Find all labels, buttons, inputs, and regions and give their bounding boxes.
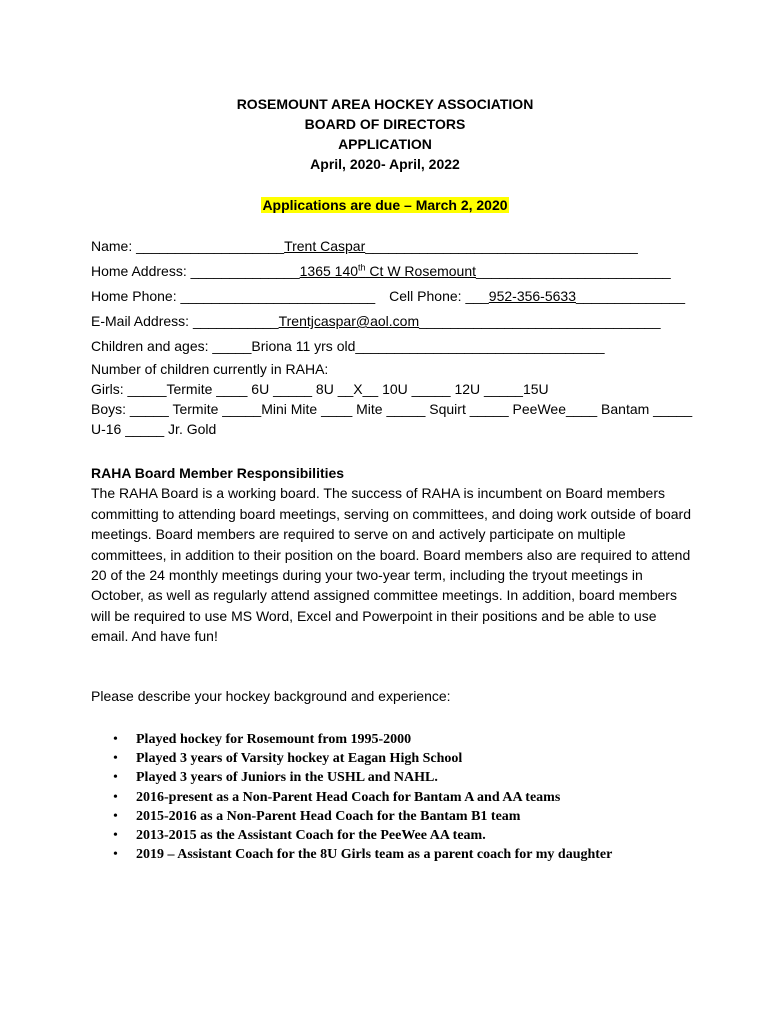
children-blank-pre: _____ [212, 338, 252, 354]
email-value: Trentjcaspar@aol.com [278, 313, 420, 329]
term-dates: April, 2020- April, 2022 [310, 156, 460, 172]
name-label: Name: [91, 238, 137, 254]
bullet-icon: • [113, 751, 118, 767]
cell-phone-blank-pre: ___ [465, 288, 489, 304]
address-value: 1365 140th Ct W Rosemount [299, 262, 477, 279]
list-item: • Played hockey for Rosemount from 1995-2000 [136, 730, 612, 749]
bullet-icon: • [113, 732, 118, 747]
list-item: • 2019 – Assistant Coach for the 8U Girls team as a parent coach for my daughter [136, 845, 612, 864]
cell-phone-blank-post: ______________ [575, 288, 685, 304]
raha-children-block [91, 359, 691, 439]
bullet-icon: • [113, 828, 118, 844]
list-item: • 2013-2015 as the Assistant Coach for the PeeWee AA team. [136, 826, 612, 845]
bullet-icon: • [113, 770, 118, 786]
name-blank-pre: ___________________ [136, 238, 285, 254]
home-phone-label: Home Phone: [91, 288, 181, 304]
due-notice-highlight: Applications are due – March 2, 2020 [262, 197, 508, 213]
list-item: • 2016-present as a Non-Parent Head Coach for Bantam A and AA teams [136, 788, 612, 807]
background-list [91, 730, 612, 864]
responsibilities-body: The RAHA Board is a working board. The success of RAHA is incumbent on Board members committing to attending board meetings, serving on committees, and doing work outside of board meetings. Board members are required to serve on and actively participate on multiple committees, in addition to their position on the board. Board members also are required to attend 20 of the 24 monthly meetings during your two-year term, including the tryout meetings in October, as well as regularly attend assigned committee meetings. In addition, board members will be required to use MS Word, Excel and Powerpoint in their positions and be able to use email. And have fun! [91, 485, 691, 645]
cell-phone-label: Cell Phone: [389, 288, 466, 304]
bullet-icon: • [113, 847, 118, 863]
children-blank-post: ________________________________ [355, 338, 605, 354]
list-item: • 2015-2016 as a Non-Parent Head Coach for the Bantam B1 team [136, 807, 612, 826]
cell-phone-value: 952-356-5633 [488, 288, 576, 304]
children-value: Briona 11 yrs old [251, 338, 356, 354]
number-of-children-label: Number of children currently in RAHA: [91, 361, 329, 377]
name-blank-post: ___________________________________ [365, 238, 638, 254]
bullet-icon: • [113, 789, 118, 805]
boys-divisions-line-2: U-16 _____ Jr. Gold [91, 421, 217, 437]
list-item: • Played 3 years of Juniors in the USHL and NAHL. [136, 768, 612, 787]
name-value: Trent Caspar [284, 238, 366, 254]
phone-row [91, 284, 691, 309]
responsibilities-section [91, 463, 691, 647]
name-row [91, 234, 691, 259]
address-blank-pre: ______________ [190, 263, 300, 279]
association-title: ROSEMOUNT AREA HOCKEY ASSOCIATION [236, 96, 534, 112]
list-item: • Played 3 years of Varsity hockey at Eagan High School [136, 749, 612, 768]
applicant-fields [91, 234, 691, 439]
children-row [91, 334, 691, 359]
email-blank-post: _______________________________ [419, 313, 661, 329]
boys-divisions-line: Boys: _____ Termite _____Mini Mite ____ Mite _____ Squirt _____ PeeWee____ Bantam _____ [91, 401, 693, 417]
board-title: BOARD OF DIRECTORS [304, 116, 466, 132]
address-label: Home Address: [91, 263, 191, 279]
children-label: Children and ages: [91, 338, 213, 354]
due-notice [0, 195, 770, 215]
home-phone-blank: _________________________ [180, 288, 376, 304]
email-label: E-Mail Address: [91, 313, 193, 329]
email-blank-pre: ___________ [192, 313, 279, 329]
address-blank-post: _________________________ [476, 263, 671, 279]
girls-divisions-line: Girls: _____Termite ____ 6U _____ 8U __X__ 10U _____ 12U _____15U [91, 381, 549, 397]
responsibilities-heading: RAHA Board Member Responsibilities [91, 465, 345, 481]
background-prompt: Please describe your hockey background and experience: [91, 688, 451, 704]
document-header [0, 94, 770, 174]
bullet-icon: • [113, 808, 118, 824]
address-row [91, 259, 691, 284]
application-title: APPLICATION [338, 136, 432, 152]
email-row [91, 309, 691, 334]
